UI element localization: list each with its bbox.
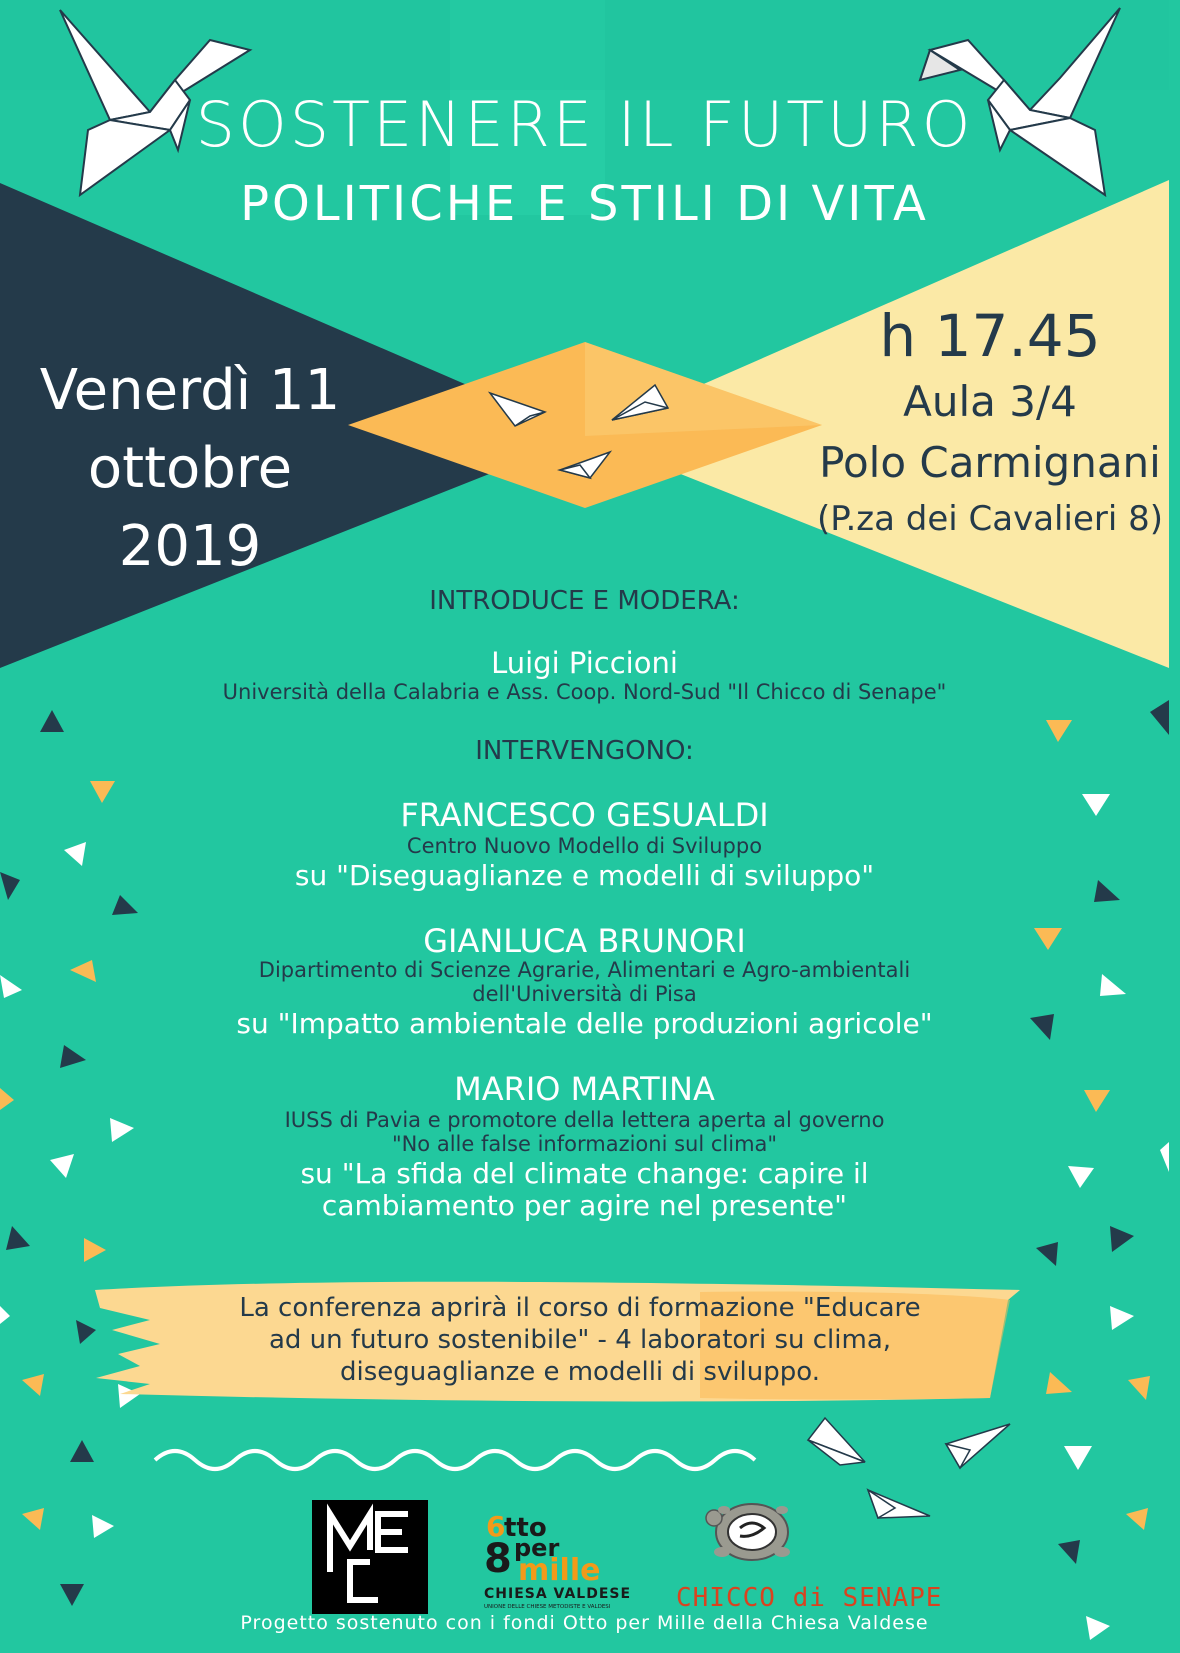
speaker-name: GIANLUCA BRUNORI — [423, 922, 746, 960]
otto-org-text: CHIESA VALDESE — [484, 1586, 632, 1602]
event-date-line1: Venerdì 11 — [39, 358, 341, 423]
mec-logo-icon — [312, 1500, 428, 1614]
page-title: SOSTENERE IL FUTURO — [195, 88, 974, 161]
course-note-line: diseguaglianze e modelli di sviluppo. — [340, 1357, 820, 1387]
chicco-di-senape-logo-icon — [674, 1488, 943, 1616]
speaker-talk: su "Diseguaglianze e modelli di sviluppo" — [294, 859, 875, 892]
event-date-line2: ottobre 2019 — [87, 436, 293, 579]
course-note-line: ad un futuro sostenibile" - 4 laboratori su clima, — [268, 1325, 892, 1355]
speaker-talk: su "La sfida del climate change: capire il — [300, 1157, 869, 1190]
chicco-di-senape-logo — [674, 1488, 943, 1616]
otto-sub-text: UNIONE DELLE CHIESE METODISTE E VALDESI — [484, 1604, 611, 1610]
speaker-affiliation: IUSS di Pavia e promotore della lettera aperta al governo — [284, 1108, 885, 1132]
event-time: h 17.45 — [879, 302, 1101, 370]
event-room: Aula 3/4 — [903, 377, 1077, 426]
svg-text:6: 6 — [486, 1510, 506, 1543]
speaker-name: MARIO MARTINA — [454, 1070, 715, 1108]
chicco-name-text: CHICCO di SENAPE — [676, 1583, 943, 1613]
otto-per-mille-logo-icon — [484, 1506, 644, 1610]
speaker-affiliation: Centro Nuovo Modello di Sviluppo — [406, 834, 763, 858]
course-note — [230, 1292, 930, 1388]
footer-credit: Progetto sostenuto con i fondi Otto per Mille della Chiesa Valdese — [240, 1612, 929, 1634]
event-date — [20, 352, 360, 586]
moderator-label: INTRODUCE E MODERA: — [429, 586, 740, 616]
otto-mid-text: per — [514, 1534, 560, 1562]
speaker-affiliation: dell'Università di Pisa — [472, 982, 697, 1006]
speakers-label: INTERVENGONO: — [475, 736, 694, 766]
moderator-name: Luigi Piccioni — [491, 646, 678, 680]
otto-top-text: tto — [504, 1513, 547, 1543]
event-location — [800, 300, 1180, 544]
speaker-affiliation: "No alle false informazioni sul clima" — [391, 1132, 778, 1156]
speaker-talk: cambiamento per agire nel presente" — [321, 1189, 848, 1222]
otto-per-mille-logo — [484, 1506, 644, 1610]
speaker-affiliation: Dipartimento di Scienze Agrarie, Alimentari e Agro-ambientali — [258, 958, 911, 982]
event-address: (P.za dei Cavalieri 8) — [817, 499, 1163, 539]
page-subtitle: POLITICHE E STILI DI VITA — [240, 176, 929, 232]
mec-logo — [312, 1500, 428, 1614]
speaker-name: FRANCESCO GESUALDI — [400, 796, 769, 834]
moderator-affiliation: Università della Calabria e Ass. Coop. Nord-Sud "Il Chicco di Senape" — [222, 680, 947, 704]
event-building: Polo Carmignani — [819, 438, 1161, 487]
speaker-talk: su "Impatto ambientale delle produzioni agricole" — [236, 1007, 933, 1040]
svg-text:8: 8 — [484, 1536, 512, 1582]
otto-bottom-text: mille — [518, 1553, 601, 1588]
course-note-line: La conferenza aprirà il corso di formazione "Educare — [239, 1293, 921, 1323]
